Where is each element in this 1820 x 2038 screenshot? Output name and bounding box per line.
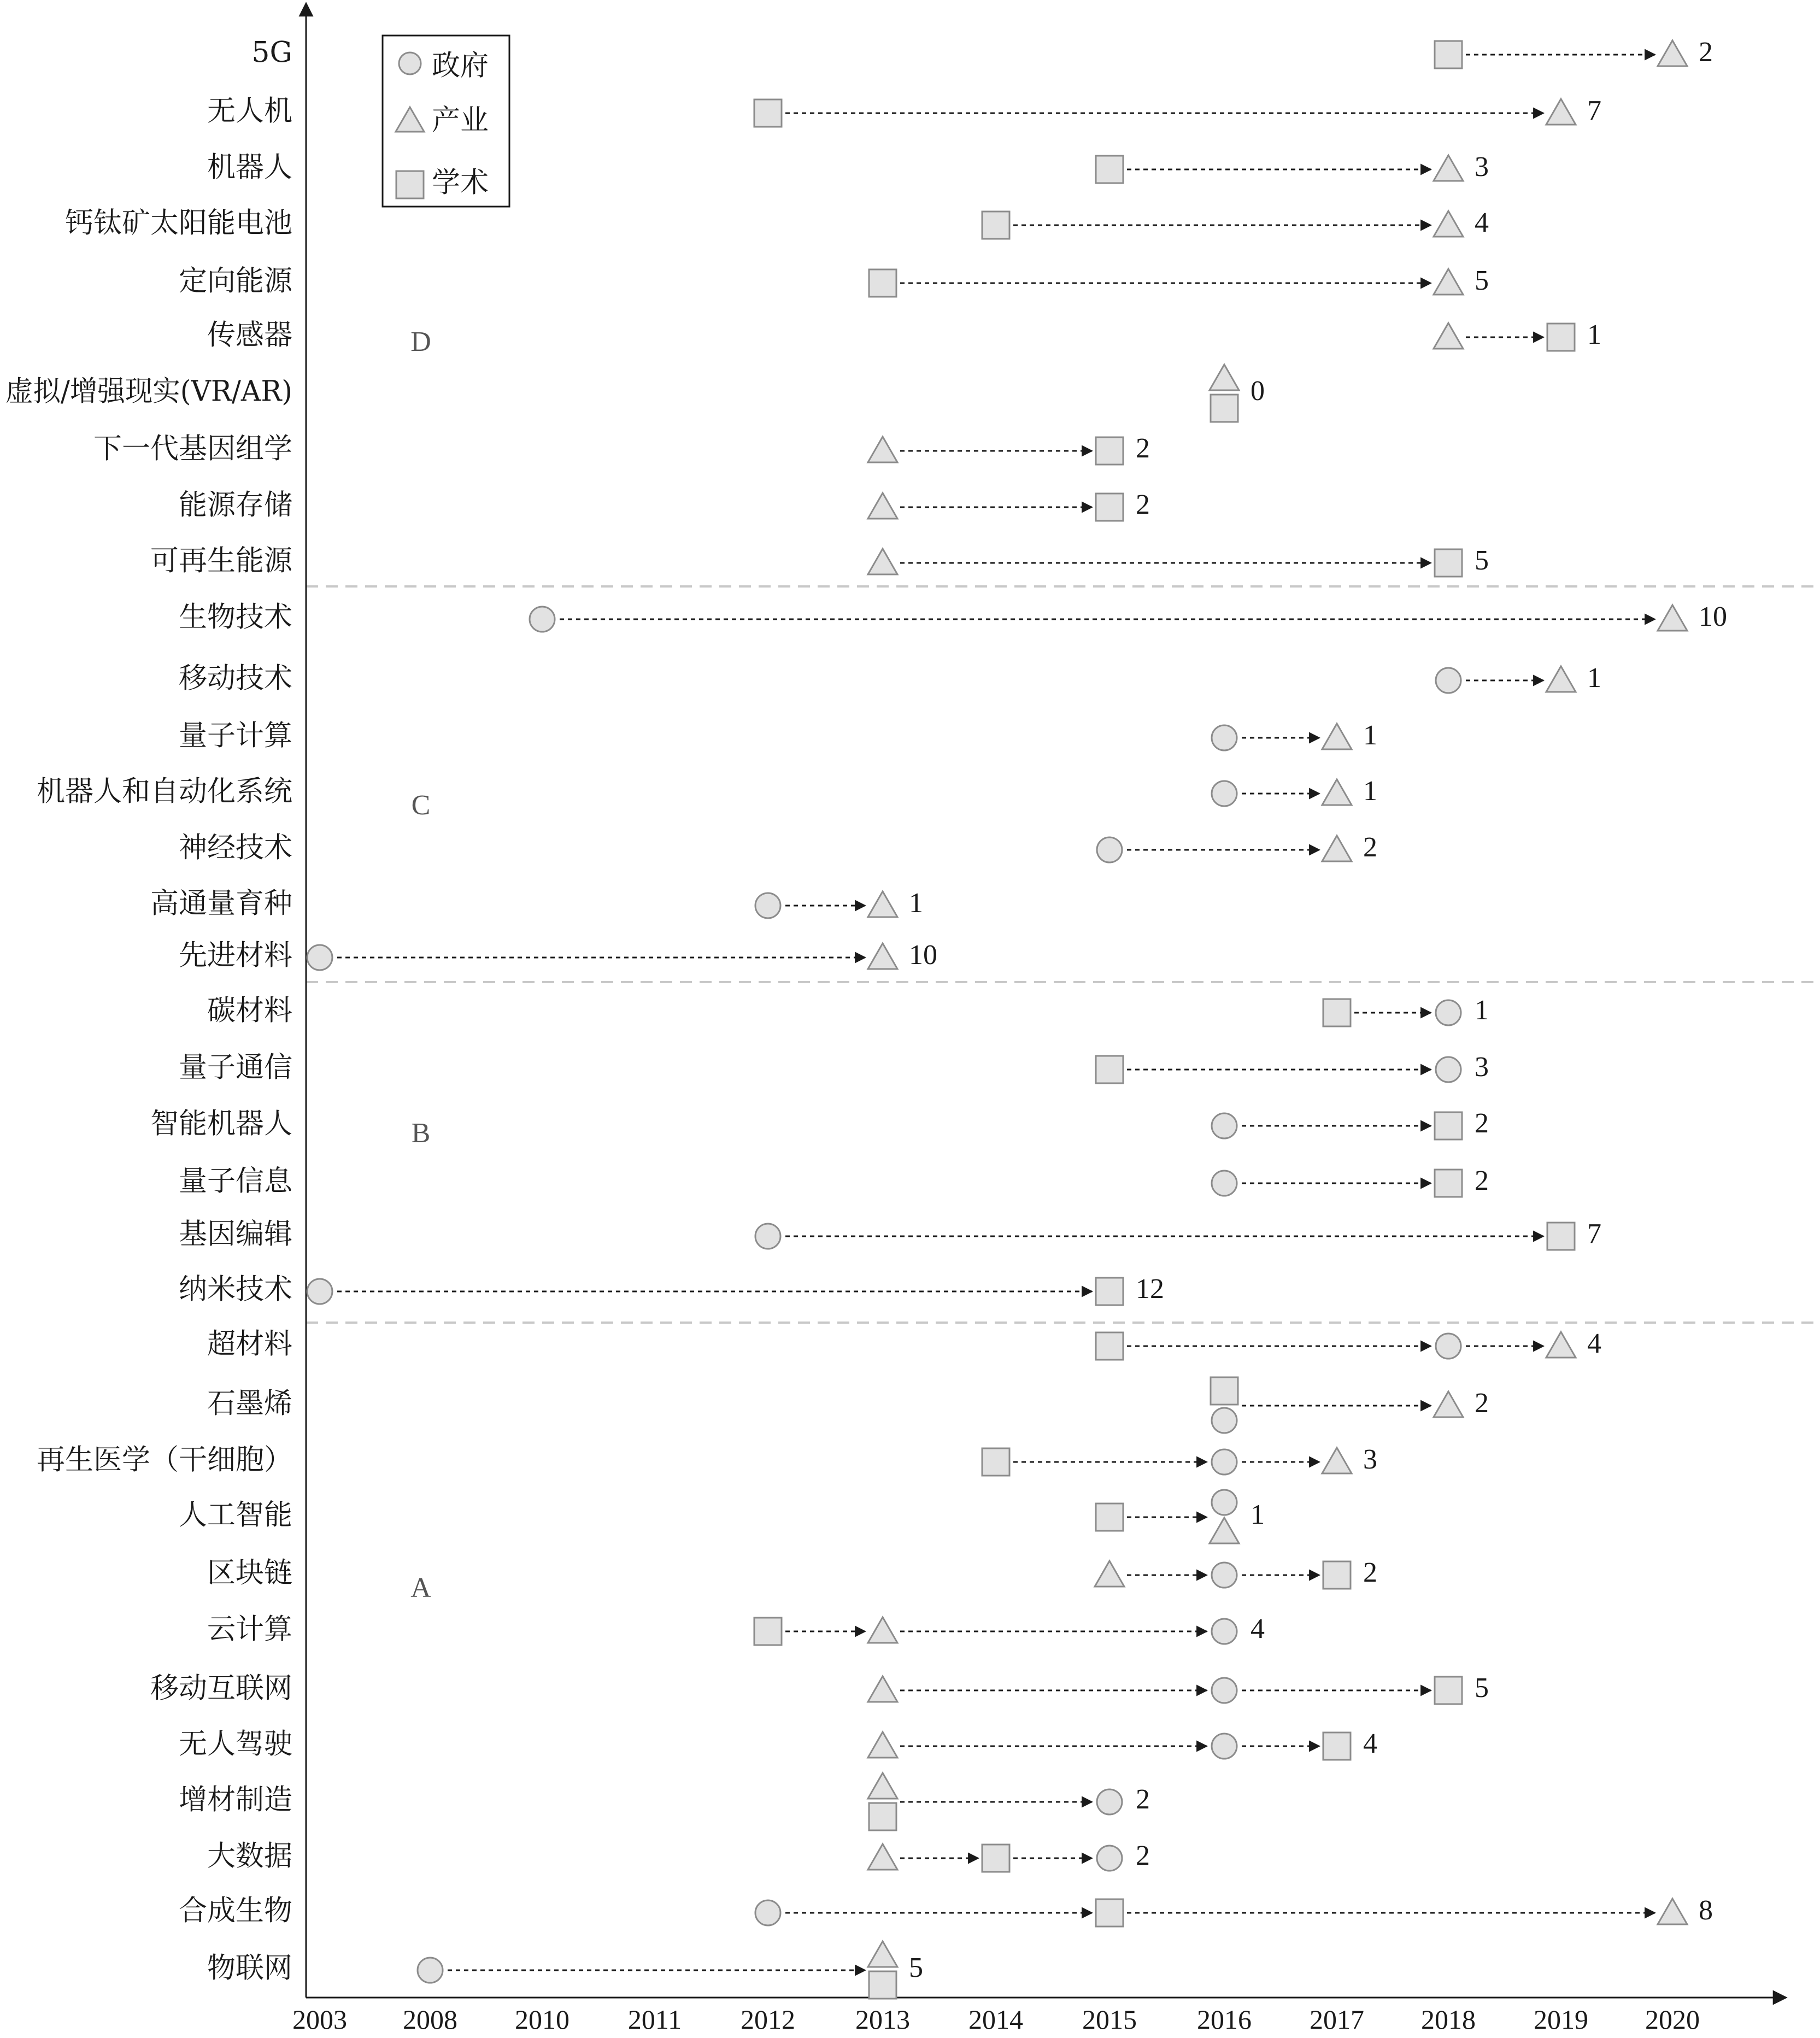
- row-label: 量子计算: [178, 719, 292, 753]
- aca-marker-square-icon: [1547, 1223, 1575, 1250]
- gov-marker-circle-icon: [1212, 1449, 1237, 1475]
- value-label: 2: [1363, 1557, 1377, 1588]
- group-label: B: [411, 1117, 431, 1149]
- group-label: C: [411, 789, 431, 821]
- aca-marker-square-icon: [1435, 1170, 1462, 1197]
- aca-marker-square-icon: [869, 1971, 896, 1999]
- row-label: 移动互联网: [150, 1672, 292, 1705]
- row-label: 生物技术: [178, 601, 292, 634]
- aca-marker-square-icon: [1096, 1056, 1123, 1083]
- gov-marker-circle-icon: [1097, 1789, 1122, 1814]
- x-tick-label: 2015: [1082, 2004, 1137, 2035]
- ind-marker-triangle-icon: [1434, 1391, 1463, 1417]
- x-tick-label: 2017: [1310, 2004, 1364, 2035]
- value-label: 12: [1136, 1273, 1164, 1305]
- value-label: 2: [1136, 489, 1150, 520]
- gov-marker-circle-icon: [1212, 1678, 1237, 1703]
- value-label: 0: [1250, 375, 1265, 407]
- aca-marker-square-icon: [1096, 1332, 1123, 1360]
- gov-marker-circle-icon: [530, 607, 555, 632]
- ind-marker-triangle-icon: [1658, 605, 1687, 631]
- row-label: 高通量育种: [150, 887, 292, 920]
- ind-marker-triangle-icon: [868, 1676, 897, 1702]
- ind-marker-triangle-icon: [1546, 1332, 1576, 1358]
- value-label: 2: [1475, 1107, 1489, 1139]
- gov-marker-circle-icon: [1212, 1113, 1237, 1138]
- ind-marker-triangle-icon: [868, 943, 897, 969]
- value-label: 1: [1587, 319, 1601, 350]
- row-label: 大数据: [207, 1840, 292, 1873]
- aca-marker-square-icon: [982, 1448, 1009, 1476]
- aca-marker-square-icon: [754, 99, 782, 127]
- row-label: 合成生物: [178, 1894, 292, 1928]
- group-label: D: [410, 326, 431, 357]
- row-label: 能源存储: [178, 489, 292, 522]
- gov-marker-circle-icon: [1097, 1846, 1122, 1871]
- aca-marker-square-icon: [754, 1618, 782, 1645]
- aca-marker-square-icon: [1096, 494, 1123, 521]
- row-label: 区块链: [207, 1557, 292, 1590]
- ind-marker-triangle-icon: [1546, 99, 1576, 125]
- value-label: 1: [1363, 719, 1377, 751]
- gov-marker-circle-icon: [1436, 1057, 1461, 1082]
- ind-marker-triangle-icon: [868, 1617, 897, 1643]
- value-label: 2: [1136, 432, 1150, 464]
- ind-marker-triangle-icon: [868, 1773, 897, 1799]
- aca-marker-square-icon: [1547, 324, 1575, 351]
- ind-marker-triangle-icon: [868, 1732, 897, 1758]
- gov-marker-circle-icon: [307, 945, 332, 970]
- ind-marker-triangle-icon: [1658, 40, 1687, 66]
- value-label: 4: [1587, 1328, 1601, 1359]
- ind-marker-triangle-icon: [1210, 1518, 1239, 1543]
- value-label: 7: [1587, 95, 1601, 126]
- row-label: 超材料: [207, 1328, 292, 1361]
- aca-marker-square-icon: [1096, 1278, 1123, 1305]
- group-label: A: [410, 1572, 431, 1604]
- row-label: 可再生能源: [150, 544, 292, 578]
- row-label: 智能机器人: [150, 1107, 292, 1141]
- legend-gov-marker-circle-icon: [399, 52, 421, 74]
- ind-marker-triangle-icon: [868, 493, 897, 519]
- row-label: 物联网: [207, 1952, 292, 1985]
- x-tick-label: 2014: [968, 2004, 1023, 2035]
- group-dividers: [306, 586, 1820, 1323]
- aca-marker-square-icon: [1435, 41, 1462, 68]
- value-label: 2: [1475, 1165, 1489, 1196]
- gov-marker-circle-icon: [1436, 668, 1461, 693]
- ind-marker-triangle-icon: [1210, 365, 1239, 390]
- value-label: 1: [1250, 1499, 1265, 1530]
- ind-marker-triangle-icon: [1434, 155, 1463, 181]
- row-label: 量子通信: [178, 1051, 292, 1084]
- x-tick-label: 2013: [855, 2004, 910, 2035]
- row-label: 传感器: [207, 319, 292, 352]
- ind-marker-triangle-icon: [868, 437, 897, 462]
- value-label: 1: [1587, 662, 1601, 694]
- aca-marker-square-icon: [1323, 1561, 1351, 1589]
- row-label: 5G: [251, 36, 292, 69]
- gov-marker-circle-icon: [1212, 1408, 1237, 1433]
- gov-marker-circle-icon: [1212, 1619, 1237, 1644]
- ind-marker-triangle-icon: [1322, 779, 1352, 805]
- legend: [383, 36, 509, 207]
- value-label: 3: [1475, 151, 1489, 183]
- x-tick-labels: [292, 2004, 1700, 2035]
- ind-marker-triangle-icon: [1434, 323, 1463, 349]
- gov-marker-circle-icon: [1212, 781, 1237, 806]
- aca-marker-square-icon: [869, 269, 896, 297]
- aca-marker-square-icon: [1096, 1503, 1123, 1531]
- value-label: 2: [1136, 1840, 1150, 1871]
- row-label: 云计算: [207, 1613, 292, 1646]
- row-label: 神经技术: [178, 831, 292, 865]
- ind-marker-triangle-icon: [1095, 1561, 1124, 1587]
- value-label: 3: [1475, 1051, 1489, 1083]
- row-label: 增材制造: [178, 1783, 292, 1817]
- x-tick-label: 2012: [741, 2004, 795, 2035]
- row-label: 下一代基因组学: [93, 432, 292, 466]
- aca-marker-square-icon: [1435, 1112, 1462, 1140]
- gov-marker-circle-icon: [1212, 1563, 1237, 1588]
- aca-marker-square-icon: [982, 212, 1009, 239]
- value-label: 1: [909, 887, 923, 919]
- value-label: 5: [1475, 1672, 1489, 1704]
- value-labels: [909, 37, 1727, 1983]
- legend-gov-label: 政府: [432, 49, 489, 83]
- aca-marker-square-icon: [1096, 1899, 1123, 1927]
- aca-marker-square-icon: [1435, 1677, 1462, 1704]
- row-label: 移动技术: [178, 662, 292, 695]
- value-label: 3: [1363, 1443, 1377, 1475]
- value-label: 2: [1136, 1783, 1150, 1815]
- value-label: 2: [1363, 831, 1377, 863]
- x-tick-label: 2018: [1421, 2004, 1476, 2035]
- aca-marker-square-icon: [1211, 395, 1238, 422]
- value-label: 1: [1363, 775, 1377, 807]
- ind-marker-triangle-icon: [868, 1941, 897, 1967]
- ind-marker-triangle-icon: [868, 1844, 897, 1870]
- value-label: 10: [909, 939, 937, 971]
- value-label: 4: [1250, 1613, 1265, 1645]
- row-label: 石墨烯: [207, 1387, 292, 1420]
- aca-marker-square-icon: [869, 1803, 896, 1830]
- aca-marker-square-icon: [1323, 999, 1351, 1026]
- y-category-labels: [5, 37, 293, 1985]
- row-label: 无人机: [207, 95, 292, 128]
- gov-marker-circle-icon: [1212, 1490, 1237, 1515]
- aca-marker-square-icon: [1323, 1732, 1351, 1760]
- x-tick-label: 2010: [515, 2004, 570, 2035]
- row-label: 机器人: [207, 151, 292, 184]
- ind-marker-triangle-icon: [868, 549, 897, 574]
- gov-marker-circle-icon: [1436, 1334, 1461, 1359]
- row-label: 基因编辑: [178, 1218, 292, 1251]
- gov-marker-circle-icon: [1212, 725, 1237, 750]
- value-label: 5: [1475, 265, 1489, 296]
- value-label: 4: [1363, 1728, 1377, 1759]
- ind-marker-triangle-icon: [868, 891, 897, 917]
- value-label: 10: [1699, 601, 1727, 632]
- aca-marker-square-icon: [1435, 549, 1462, 577]
- value-label: 8: [1699, 1894, 1713, 1926]
- gov-marker-circle-icon: [1212, 1734, 1237, 1759]
- ind-marker-triangle-icon: [1546, 666, 1576, 692]
- gov-marker-circle-icon: [1212, 1171, 1237, 1196]
- gov-marker-circle-icon: [755, 1224, 780, 1249]
- x-tick-label: 2020: [1645, 2004, 1700, 2035]
- aca-marker-square-icon: [982, 1845, 1009, 1872]
- x-tick-label: 2011: [627, 2004, 682, 2035]
- value-label: 7: [1587, 1218, 1601, 1249]
- row-label: 机器人和自动化系统: [36, 775, 292, 808]
- ind-marker-triangle-icon: [1434, 269, 1463, 295]
- row-label: 钙钛矿太阳能电池: [64, 207, 292, 240]
- gov-marker-circle-icon: [1097, 837, 1122, 862]
- row-label: 人工智能: [178, 1499, 292, 1532]
- x-tick-label: 2008: [403, 2004, 457, 2035]
- row-label: 定向能源: [178, 265, 292, 298]
- x-tick-label: 2019: [1534, 2004, 1588, 2035]
- gov-marker-circle-icon: [418, 1958, 443, 1983]
- row-label: 先进材料: [178, 939, 292, 972]
- value-label: 5: [1475, 544, 1489, 576]
- value-label: 5: [909, 1952, 923, 1983]
- aca-marker-square-icon: [1211, 1377, 1238, 1405]
- ind-marker-triangle-icon: [1322, 724, 1352, 749]
- value-label: 1: [1475, 994, 1489, 1026]
- legend-ind-label: 产业: [432, 104, 489, 137]
- value-label: 4: [1475, 207, 1489, 238]
- row-label: 碳材料: [207, 994, 292, 1027]
- row-label: 虚拟/增强现实(VR/AR): [5, 375, 292, 408]
- ind-marker-triangle-icon: [1322, 1448, 1352, 1473]
- aca-marker-square-icon: [1096, 437, 1123, 465]
- group-labels: [410, 326, 431, 1604]
- value-label: 2: [1699, 36, 1713, 68]
- gov-marker-circle-icon: [1436, 1000, 1461, 1025]
- row-label: 纳米技术: [178, 1273, 292, 1306]
- aca-marker-square-icon: [1096, 156, 1123, 183]
- gov-marker-circle-icon: [755, 1900, 780, 1925]
- value-label: 2: [1475, 1387, 1489, 1419]
- row-label: 无人驾驶: [178, 1728, 292, 1761]
- row-label: 量子信息: [178, 1165, 292, 1198]
- gov-marker-circle-icon: [307, 1279, 332, 1304]
- ind-marker-triangle-icon: [1434, 211, 1463, 237]
- legend-aca-label: 学术: [432, 166, 489, 199]
- x-tick-label: 2003: [292, 2004, 347, 2035]
- x-tick-label: 2016: [1197, 2004, 1252, 2035]
- row-label: 再生医学（干细胞）: [36, 1443, 292, 1477]
- gov-marker-circle-icon: [755, 893, 780, 918]
- legend-aca-marker-square-icon: [396, 171, 424, 198]
- ind-marker-triangle-icon: [1658, 1899, 1687, 1924]
- ind-marker-triangle-icon: [1322, 836, 1352, 861]
